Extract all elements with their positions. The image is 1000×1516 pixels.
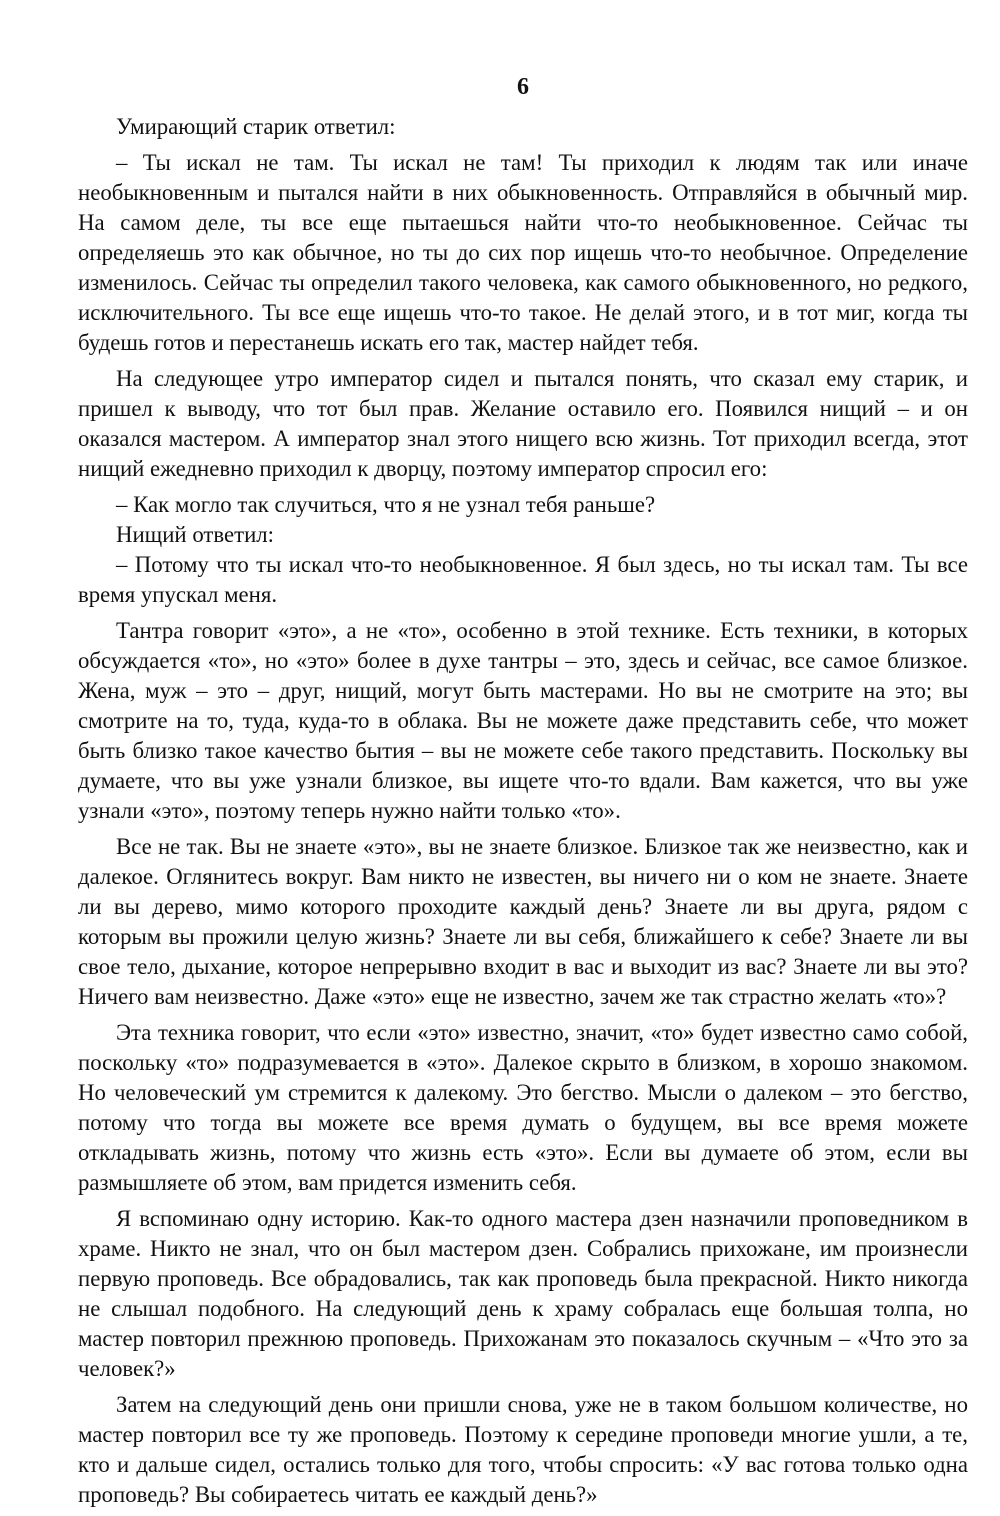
- page-number: 6: [517, 74, 529, 100]
- paragraph: На следующее утро император сидел и пытался понять, что сказал ему старик, и пришел к выводу, что тот был прав. Желание оставило его. Появился нищий – и он оказался мастером. А император знал этого нищего всю жизнь. Тот приходил всегда, этот нищий ежедневно приходил к дворцу, поэтому император спросил его:: [78, 366, 968, 481]
- paragraph: Эта техника говорит, что если «это» известно, значит, «то» будет известно само собой, поскольку «то» подразумевается в «это». Далекое скрыто в близком, в хорошо знакомом. Но человеческий ум стремится к далекому. Это бегство. Мысли о далеком – это бегство, потому что тогда вы можете все время думать о будущем, вы все время можете откладывать жизнь, потому что жизнь есть «это». Если вы думаете об этом, если вы размышляете об этом, вам придется изменить себя.: [78, 1020, 968, 1195]
- paragraph: Я вспоминаю одну историю. Как-то одного мастера дзен назначили проповедником в храме. Никто не знал, что он был мастером дзен. Собрались прихожане, им произнесли первую проповедь. Все обрадовались, так как проповедь была прекрасной. Никто никогда не слышал подобного. На следующий день к храму собралась еще большая толпа, но мастер повторил прежнюю проповедь. Прихожанам это показалось скучным – «Что это за человек?»: [78, 1206, 968, 1381]
- paragraph: – Ты искал не там. Ты искал не там! Ты приходил к людям так или иначе необыкновенным и пытался найти в них обыкновенность. Отправляйся в обычный мир. На самом деле, ты все еще пытаешься найти что-то необыкновенное. Сейчас ты определяешь это как обычное, но ты до сих пор ищешь что-то необычное. Определение изменилось. Сейчас ты определил такого человека, как самого обыкновенного, но редкого, исключительного. Ты все еще ищешь что-то такое. Не делай этого, и в тот миг, когда ты будешь готов и перестанешь искать его так, мастер найдет тебя.: [78, 150, 968, 355]
- paragraph: Тантра говорит «это», а не «то», особенно в этой технике. Есть техники, в которых обсуждается «то», но «это» более в духе тантры – это, здесь и сейчас, все самое близкое. Жена, муж – это – друг, нищий, могут быть мастерами. Но вы не смотрите на это; вы смотрите на то, туда, куда-то в облака. Вы не можете даже представить себе, что может быть близко такое качество бытия – вы не можете себе такого представить. Поскольку вы думаете, что вы уже узнали близкое, вы ищете что-то вдали. Вам кажется, что вы уже узнали «это», поэтому теперь нужно найти только «то».: [78, 618, 968, 823]
- paragraph: – Как могло так случиться, что я не узнал тебя раньше?: [116, 492, 656, 517]
- book-page: [78, 72, 968, 1516]
- paragraph: Затем на следующий день они пришли снова, уже не в таком большом количестве, но мастер повторил все ту же проповедь. Поэтому к середине проповеди многие ушли, а те, кто и дальше сидел, остались только для того, чтобы спросить: «У вас готова только одна проповедь? Вы собираетесь читать ее каждый день?»: [78, 1392, 968, 1507]
- paragraph: Нищий ответил:: [116, 522, 274, 547]
- paragraph: – Потому что ты искал что-то необыкновенное. Я был здесь, но ты искал там. Ты все время упускал меня.: [78, 552, 968, 607]
- paragraph: Умирающий старик ответил:: [116, 114, 396, 139]
- paragraph: Все не так. Вы не знаете «это», вы не знаете близкое. Близкое так же неизвестно, как и далекое. Оглянитесь вокруг. Вам никто не известен, вы ничего ни о ком не знаете. Знаете ли вы дерево, мимо которого проходите каждый день? Знаете ли вы друга, рядом с которым вы прожили целую жизнь? Знаете ли вы себя, ближайшего к себе? Знаете ли вы свое тело, дыхание, которое непрерывно входит в вас и выходит из вас? Знаете ли вы это? Ничего вам неизвестно. Даже «это» еще не известно, зачем же так страстно желать «то»?: [78, 834, 968, 1009]
